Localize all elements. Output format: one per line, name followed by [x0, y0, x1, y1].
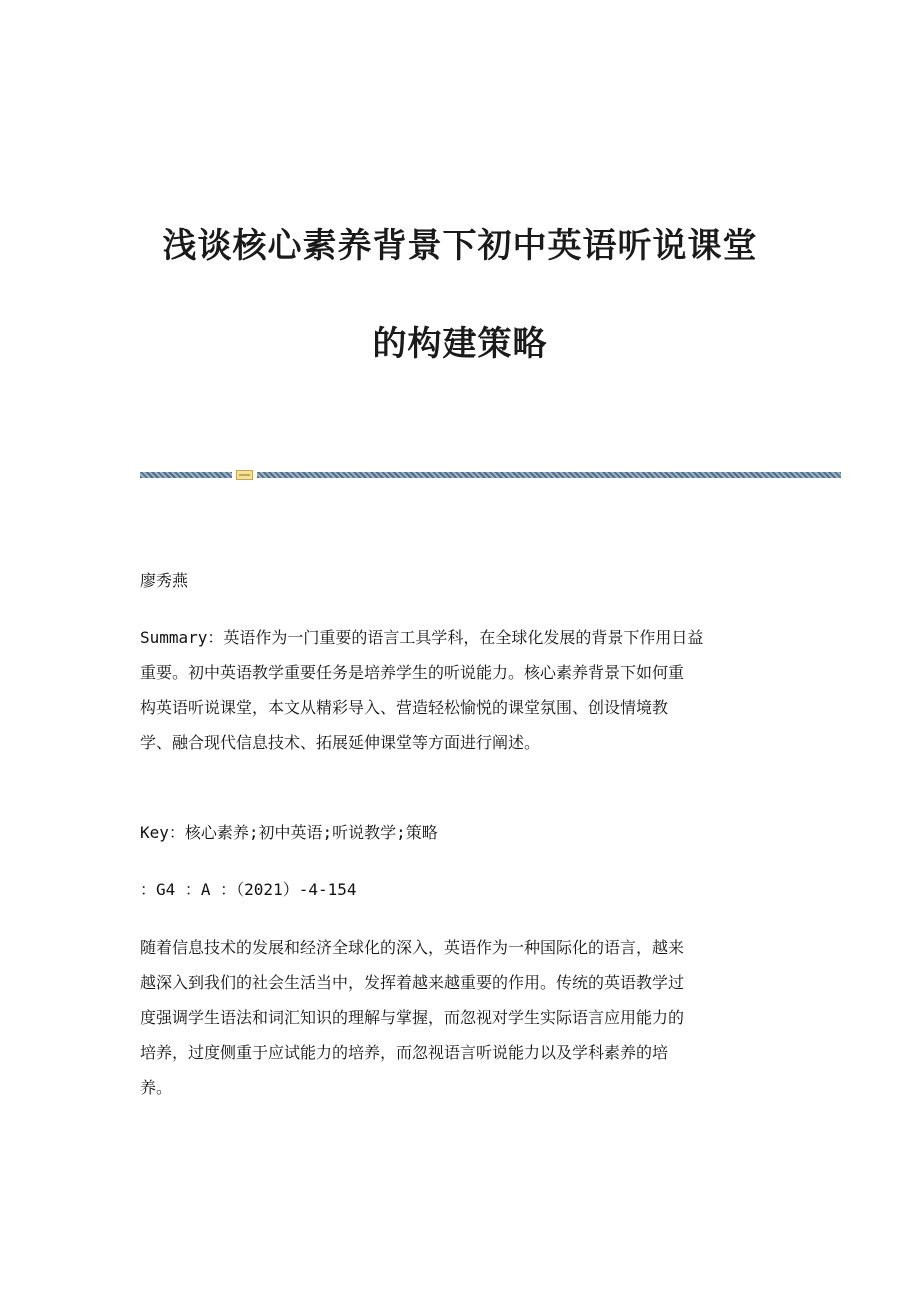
summary-line: 构英语听说课堂，本文从精彩导入、营造轻松愉悦的课堂氛围、创设情境教 — [140, 698, 669, 717]
divider-right-segment — [257, 472, 841, 478]
decorative-divider — [140, 470, 841, 480]
title-line-2: 的构建策略 — [372, 324, 548, 364]
body-paragraph — [140, 930, 780, 1105]
body-line: 养。 — [140, 1078, 173, 1097]
summary-line: 学、融合现代信息技术、拓展延伸课堂等方面进行阐述。 — [140, 733, 541, 752]
summary-paragraph — [140, 620, 780, 760]
title-line-1: 浅谈核心素养背景下初中英语听说课堂 — [162, 226, 758, 266]
body-line: 培养，过度侧重于应试能力的培养，而忽视语言听说能力以及学科素养的培 — [140, 1043, 669, 1062]
body-line: 随着信息技术的发展和经济全球化的深入，英语作为一种国际化的语言，越来 — [140, 938, 685, 957]
summary-line: Summary：英语作为一门重要的语言工具学科，在全球化发展的背景下作用日益 — [140, 628, 704, 647]
keywords-line: Key：核心素养;初中英语;听说教学;策略 — [140, 823, 438, 842]
body-line: 度强调学生语法和词汇知识的理解与掌握，而忽视对学生实际语言应用能力的 — [140, 1008, 685, 1027]
body-line: 越深入到我们的社会生活当中，发挥着越来越重要的作用。传统的英语教学过 — [140, 973, 685, 992]
summary-line: 重要。初中英语教学重要任务是培养学生的听说能力。核心素养背景下如何重 — [140, 663, 685, 682]
classification-line: ：G4 ：A ：（2021）-4-154 — [140, 880, 357, 899]
divider-ornament-icon — [236, 470, 253, 480]
divider-left-segment — [140, 472, 232, 478]
author-name: 廖秀燕 — [140, 571, 189, 590]
